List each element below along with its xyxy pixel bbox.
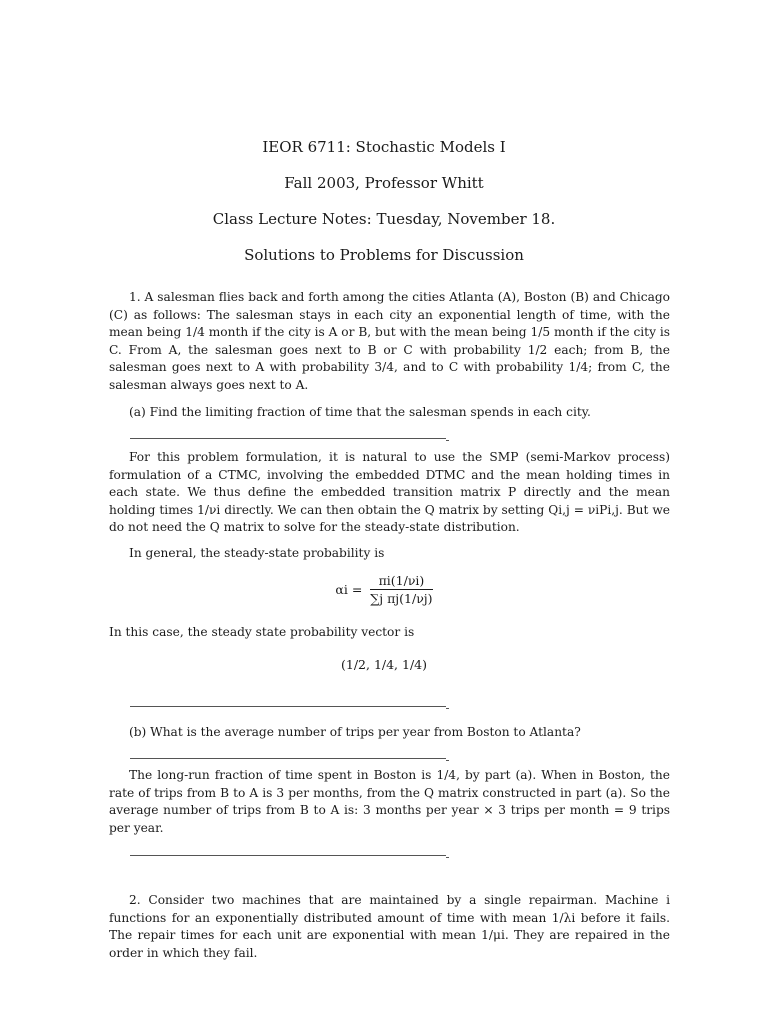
problem-1-part-b: (b) What is the average number of trips per year from Boston to Atlanta? [129, 725, 581, 739]
equation-numerator: πi(1/νi) [370, 573, 432, 590]
lecture-line: Class Lecture Notes: Tuesday, November 18. [212, 210, 556, 228]
solution-b-paragraph: The long-run fraction of time spent in Boston is 1/4, by part (a). When in Boston, the rate of trips from B to A is 3 per months, from the Q matrix constructed in part (a). So the average number of trips from B to A is: 3 months per year × 3 trips per month = 9 trips per year. [109, 768, 670, 835]
equation-lhs: αi = [335, 582, 363, 597]
separator-rule [130, 706, 446, 707]
separator-rule [130, 758, 446, 759]
separator-rule [130, 438, 446, 439]
term-line: Fall 2003, Professor Whitt [284, 174, 484, 192]
separator-rule [130, 855, 446, 856]
problem-1-statement: 1. A salesman flies back and forth among the cities Atlanta (A), Boston (B) and Chicago (C) as follows: The salesman stays in each city an exponential length of time, with the mean being 1/4 month if the city is A or B, but with the mean being 1/5 month if the city is C. From A, the salesman goes next to B or C with probability 1/2 each; from B, the salesman goes next to A with probability 3/4, and to C with probability 1/4; from C, the salesman always goes next to A. [109, 290, 670, 392]
solution-a-general: In general, the steady-state probability is [129, 546, 385, 560]
solution-a-paragraph: For this problem formulation, it is natural to use the SMP (semi-Markov process) formulation of a CTMC, involving the embedded DTMC and the mean holding times in each state. We thus define the embedded transition matrix P directly and the mean holding times 1/νi directly. We can then obtain the Q matrix by setting Qi,j = νiPi,j. But we do not need the Q matrix to solve for the steady-state distribution. [109, 450, 670, 535]
course-title: IEOR 6711: Stochastic Models I [262, 138, 506, 156]
equation-fraction [370, 573, 432, 606]
equation-denominator: ∑j πj(1/νj) [370, 591, 433, 606]
section-title: Solutions to Problems for Discussion [244, 246, 524, 264]
problem-2-statement: 2. Consider two machines that are maintained by a single repairman. Machine i functions for an exponentially distributed amount of time with mean 1/λi before it fails. The repair times for each unit are exponential with mean 1/μi. They are repaired in the order in which they fail. [109, 893, 670, 960]
steady-state-equation [0, 573, 768, 606]
steady-state-vector: (1/2, 1/4, 1/4) [341, 657, 427, 672]
solution-a-case: In this case, the steady state probability vector is [109, 625, 415, 639]
problem-1-part-a: (a) Find the limiting fraction of time that the salesman spends in each city. [129, 405, 591, 419]
